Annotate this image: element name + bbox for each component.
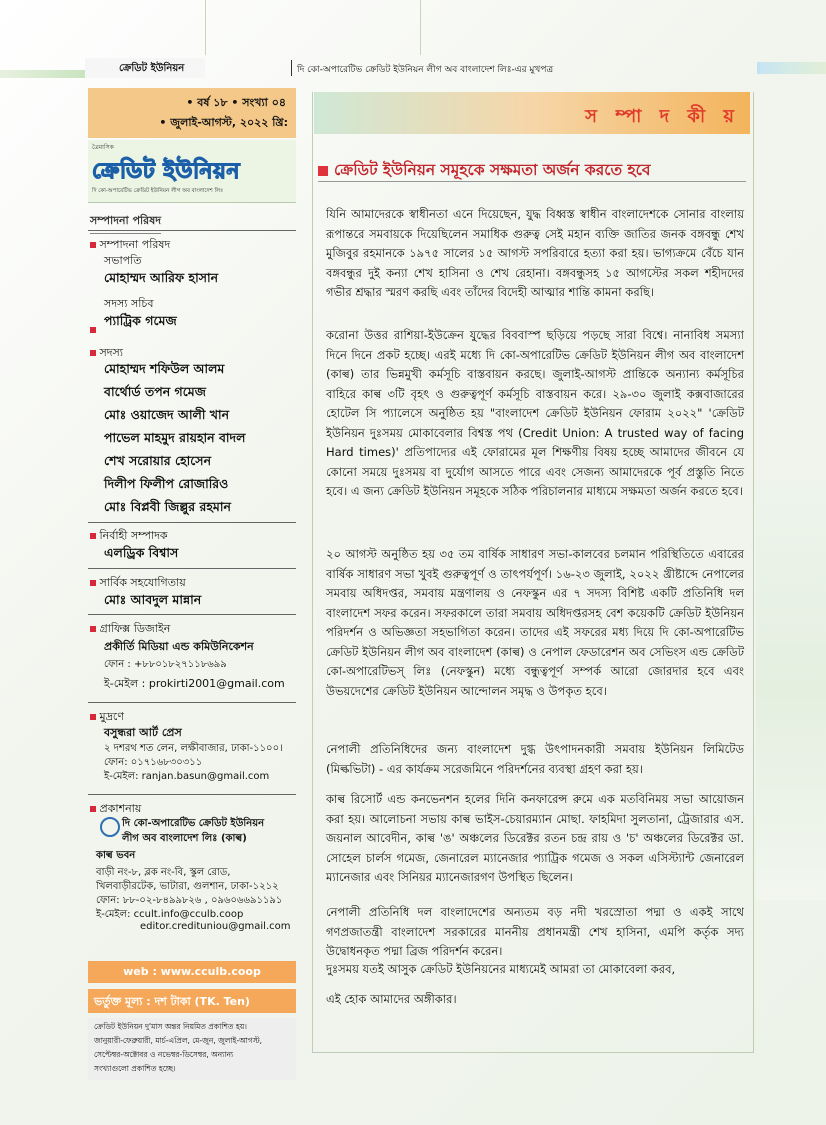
board-title: সম্পাদনা পরিষদ xyxy=(90,212,161,234)
section-label: সম্পাদনা পরিষদ xyxy=(99,238,171,251)
pub-note-line: ক্রেডিট ইউনিয়ন দু'মাস অন্তর নিয়মিত প্রকাশিত হয়। xyxy=(94,1022,247,1031)
header-separator xyxy=(291,60,292,76)
design-label: গ্রাফিক্স ডিজাইন xyxy=(99,622,171,635)
bullet-icon xyxy=(90,350,96,356)
editorial-tag: স ম্পা দ কী য় xyxy=(585,106,740,127)
left-color-bar xyxy=(0,70,85,78)
divider xyxy=(88,794,296,795)
decorative-background xyxy=(756,480,826,900)
bullet-icon xyxy=(90,318,96,337)
secretary-label: সদস্য সচিব xyxy=(104,297,154,310)
divider xyxy=(88,614,296,615)
editorial-paragraph: করোনা উত্তর রাশিয়া-ইউক্রেন যুদ্ধের বিববাস্প ছড়িয়ে পড়ছে সারা বিশ্বে। নানাবিধ সমস্যা দিনে দিনে প্রকট হচ্ছে। এরই মধ্যে দি কো-অপারেটিভ ক্রেডিট ইউনিয়ন লীগ অব বাংলাদেশ (কাল্ব) তার ভিন্নমুখী কর্মসূচি বাস্তবায়ন করছে। জুলাই-আগস্ট প্রান্তিকে অন্যান্য কর্মসূচির বাহিরে কাল্ব ৩টি বৃহৎ ও গুরুত্বপূর্ণ কর্মসূচি বাস্তবায়ন করে। ২৯-৩০ জুলাই কক্সবাজারের হোটেল সি প্যালেসে অনুষ্ঠিত হয় "বাংলাদেশ ক্রেডিট ইউনিয়ন ফোরাম ২০২২" 'ক্রেডিট ইউনিয়ন দুঃসময় মোকাবেলার বিশ্বস্ত পথ (Credit Union: A trusted way of facing Hard times)' প্রতিপাদ্যের এই ফোরামের মূল শিক্ষণীয় বিষয় হচ্ছে আমাদের জীবনে যে কোনো সময়ে দুঃসময় বা দুর্যোগ আসতে পারে এবং সেজন্য আমাদেরকে পূর্ব প্রস্তুতি নিতে হবে। এ জন্য ক্রেডিট ইউনিয়ন সমূহকে সঠিক পরিচালনার মাধ্যমে সক্ষমতা অর্জন করতে হবে। xyxy=(326,328,744,498)
publisher-line1: দি কো-অপারেটিভ ক্রেডিট ইউনিয়ন xyxy=(122,818,265,829)
divider xyxy=(88,522,296,523)
magazine-logo-box xyxy=(88,140,296,203)
editorial-header xyxy=(314,92,750,134)
logo-small-text: ত্রৈমাসিক xyxy=(92,144,114,151)
publisher-email1: ই-মেইল: ccult.info@cculb.coop xyxy=(96,909,244,920)
design-email: ই-মেইল : prokirti2001@gmail.com xyxy=(104,677,285,690)
editorial-closing: এই হোক আমাদের অঙ্গীকার। xyxy=(326,992,457,1006)
member-name: বার্থোর্ড তপন গমেজ xyxy=(104,384,206,399)
divider xyxy=(88,230,296,231)
editorial-paragraph: কাল্ব রিসোর্ট এন্ড কনভেনশন হলের দিনি কনফারেন্স রুমে এক মতবিনিময় সভা আয়োজন করা হয়। আলোচনা সভায় কাল্ব ভাইস-চেয়ারম্যান মোছা. ফাহমিদা সুলতানা, ট্রেজারার এস. জয়নাল আবেদীন, কাল্ব 'ঙ' অঞ্চলের ডিরেক্টর রতন চন্দ্র রায় ও 'চ' অঞ্চলের ডিরেক্টর ডা. সোহেল চার্লস গমেজ, জেনারেল ম্যানেজার প্যাট্রিক গমেজ ও সকল এসিস্ট্যান্ট জেনারেল ম্যানেজার এবং সিনিয়র ম্যানেজারগণ উপস্থিত ছিলেন। xyxy=(326,792,744,884)
editorial-closing: দুঃসময় যতই আসুক ক্রেডিট ইউনিয়নের মাধ্যমেই আমরা তা মোকাবেলা করব, xyxy=(326,962,676,976)
price-box xyxy=(88,989,296,1013)
publisher-building: কাল্ব ভবন xyxy=(96,850,136,861)
right-color-bar xyxy=(760,62,826,74)
bullet-icon xyxy=(90,626,96,632)
headline-rule xyxy=(318,181,746,182)
exec-editor-label: নির্বাহী সম্পাদক xyxy=(99,529,168,542)
support-name: মোঃ আবদুল মান্নান xyxy=(104,592,202,607)
header-subtitle: দি কো-অপারেটিভ ক্রেডিট ইউনিয়ন লীগ অব বাংলাদেশ লিঃ-এর মুখপত্র xyxy=(297,65,554,75)
header-strip xyxy=(85,58,825,78)
website-link[interactable]: web : www.cculb.coop xyxy=(123,965,261,978)
editorial-paragraph: নেপালী প্রতিনিধিদের জন্য বাংলাদেশ দুগ্ধ উৎপাদনকারী সমবায় ইউনিয়ন লিমিটেড (মিল্কভিটা) - এর কার্যক্রম সরেজমিনে পরিদর্শনের ব্যবস্থা গ্রহণ করা হয়। xyxy=(326,742,744,776)
headline-square-icon xyxy=(318,166,328,176)
price-text: ভর্তুক্ত মূল্য : দশ টাকা (TK. Ten) xyxy=(94,995,250,1008)
members-label: সদস্য xyxy=(99,346,124,359)
bullet-icon xyxy=(90,533,96,539)
editorial-paragraph: ২০ আগস্ট অনুষ্ঠিত হয় ৩৫ তম বার্ষিক সাধারণ সভা-কালবের চলমান পরিস্থিতিতে এবারের বার্ষিক সাধারণ সভা খুবই গুরুত্বপূর্ণ ও তাৎপর্যপূর্ণ। ১৬-২৩ জুলাই, ২০২২ খ্রীষ্টাব্দে নেপালের সমবায় অধিদপ্তর, সমবায় মন্ত্রণালয় ও নেফস্কুন এর ৭ সদস্য বিশিষ্ট একটি প্রতিনিধি দল বাংলাদেশ সফর করেন। সফরকালে তারা সমবায় অধিদপ্তরসহ বেশ কয়েকটি ক্রেডিট ইউনিয়ন পরিদর্শন ও অভিজ্ঞতা সহভাগিতা করেন। তাদের এই সফরের মধ্য দিয়ে দি কো-অপারেটিভ ক্রেডিট ইউনিয়ন লীগ অব বাংলাদেশ (কাল্ব) ও নেপাল ফেডারেশন অব সেভিংস এন্ড ক্রেডিট কো-অপারেটিভস্ লিঃ (নেফস্কুন) মধ্যে বন্ধুত্বপূর্ণ সম্পর্ক আরো জোরদার হবে এবং উভয়দেশের ক্রেডিট ইউনিয়ন আন্দোলন সমৃদ্ধ ও উপকৃত হবে। xyxy=(326,547,744,698)
member-name: মোহাম্মদ শফিউল আলম xyxy=(104,361,225,376)
publication-note xyxy=(88,1018,296,1080)
bullet-icon xyxy=(90,242,96,248)
website-box[interactable] xyxy=(88,961,296,983)
logo-tagline: দি কো-অপারেটিভ ক্রেডিট ইউনিয়ন লীগ অব বাংলাদেশ লিঃ xyxy=(92,188,224,194)
bullet-icon xyxy=(90,580,96,586)
printer-phone: ফোন: ০১৭১৬৮৩০৩১১ xyxy=(104,757,203,768)
publisher-email2: editor.credituniou@gmail.com xyxy=(140,921,291,932)
issue-info-box xyxy=(88,88,296,138)
design-firm: প্রকীর্তি মিডিয়া এন্ড কমিউনিকেশন xyxy=(104,640,254,653)
section-support xyxy=(90,574,186,593)
pub-note-line: সেপ্টেম্বর-অক্টোবর ও নভেম্বর-ডিসেম্বর, অন্যান্য xyxy=(94,1050,234,1059)
printer-name: বসুন্ধরা আর্ট প্রেস xyxy=(104,726,182,739)
decor-line xyxy=(420,0,421,55)
exec-editor-name: এলড্রিক বিশ্বাস xyxy=(104,545,179,560)
publisher-label: প্রকাশনায় xyxy=(99,802,142,815)
secretary-name: প্যাট্রিক গমেজ xyxy=(104,313,177,328)
bullet-icon xyxy=(90,806,96,812)
section-exec-editor xyxy=(90,527,168,546)
publisher-line2: লীগ অব বাংলাদেশ লিঃ (কাল্ব) xyxy=(122,833,247,844)
member-name: মোঃ বিপ্লবী জিল্লুর রহমান xyxy=(104,499,231,514)
printer-address: ২ দশরথ শত লেন, লক্ষীবাজার, ঢাকা-১১০০। xyxy=(104,743,283,754)
pub-note-line: জানুয়ারী-ফেব্রুয়ারী, মার্চ-এপ্রিল, মে-জুন, জুলাই-আগস্ট, xyxy=(94,1036,263,1045)
decor-line xyxy=(205,0,206,55)
divider xyxy=(88,568,296,569)
publisher-address2: খিলবাড়ীরটেক, ভাটারা, গুলশান, ঢাকা-১২১২ xyxy=(96,881,279,892)
bullet-icon xyxy=(90,714,96,720)
support-label: সার্বিক সহযোগিতায় xyxy=(99,576,186,589)
member-name: দিলীপ ফিলীপ রোজারিও xyxy=(104,476,229,491)
president-label: সভাপতি xyxy=(104,254,142,267)
print-label: মুদ্রণে xyxy=(99,710,124,723)
publisher-phone: ফোন: ৮৮-০২-৮৪৯৯৮২৬ , ০৯৬০৬৬৯১১৯১ xyxy=(96,895,283,906)
issue-date: • জুলাই-আগস্ট, ২০২২ খ্রি: xyxy=(159,116,288,129)
pub-note-line: সংখ্যাগুলো প্রকাশিত হচ্ছে। xyxy=(94,1064,176,1073)
printer-email: ই-মেইল: ranjan.basun@gmail.com xyxy=(104,771,270,782)
section-design xyxy=(90,620,170,639)
publisher-address1: বাড়ী নং-৮, ব্লক নং-বি, স্কুল রোড, xyxy=(96,867,231,878)
member-name: পাভেল মাহমুদ রায়হান বাদল xyxy=(104,430,246,445)
editorial-paragraph: নেপালী প্রতিনিধি দল বাংলাদেশের অন্যতম বড় নদী খরস্রোতা পদ্মা ও একই সাথে গণপ্রজাতন্ত্রী বাংলাদেশ সরকারের মাননীয় প্রধানমন্ত্রী শেখ হাসিনা, এমপি কর্তৃক সদ্য উদ্বোধনকৃত পদ্মা ব্রিজ পরিদর্শন করেন। xyxy=(326,905,744,958)
magazine-short-title: ক্রেডিট ইউনিয়ন xyxy=(119,63,185,74)
member-name: শেখ সরোয়ার হোসেন xyxy=(104,453,212,468)
president-name: মোহাম্মদ আরিফ হাসান xyxy=(104,270,219,285)
magazine-logo: ক্রেডিট ইউনিয়ন xyxy=(92,158,241,184)
divider xyxy=(88,702,296,703)
design-phone: ফোন : +৮৮০১৮২৭১১৮৬৯৯ xyxy=(104,659,227,670)
issue-volume: • বর্ষ ১৮ • সংখ্যা ০৪ xyxy=(186,96,286,109)
editorial-paragraph: যিনি আমাদেরকে স্বাধীনতা এনে দিয়েছেন, যুদ্ধ বিধ্বস্ত স্বাধীন বাংলাদেশকে সোনার বাংলায় রূপান্তরে সমবায়কে দিয়েছিলেন সমাধিক গুরুত্ব সেই মহান ব্যক্তি জাতির জনক বঙ্গবন্ধু শেখ মুজিবুর রহমানকে ১৯৭৫ সালের ১৫ আগস্ট সপরিবারে হত্যা করা হয়। ভাগ্যক্রমে বেঁচে যান বঙ্গবন্ধুর দুই কন্যা শেখ হাসিনা ও শেখ রেহানা। বঙ্গবন্ধুসহ ১৫ আগস্টের সকল শহীদদের গভীর শ্রদ্ধার স্মরণ করছি এবং তাঁদের বিদেহী আত্মার শান্তি কামনা করছি। xyxy=(326,207,744,299)
headline-text: ক্রেডিট ইউনিয়ন সমূহকে সক্ষমতা অর্জন করতে হবে xyxy=(334,161,651,179)
member-name: মোঃ ওয়াজেদ আলী খান xyxy=(104,407,230,422)
